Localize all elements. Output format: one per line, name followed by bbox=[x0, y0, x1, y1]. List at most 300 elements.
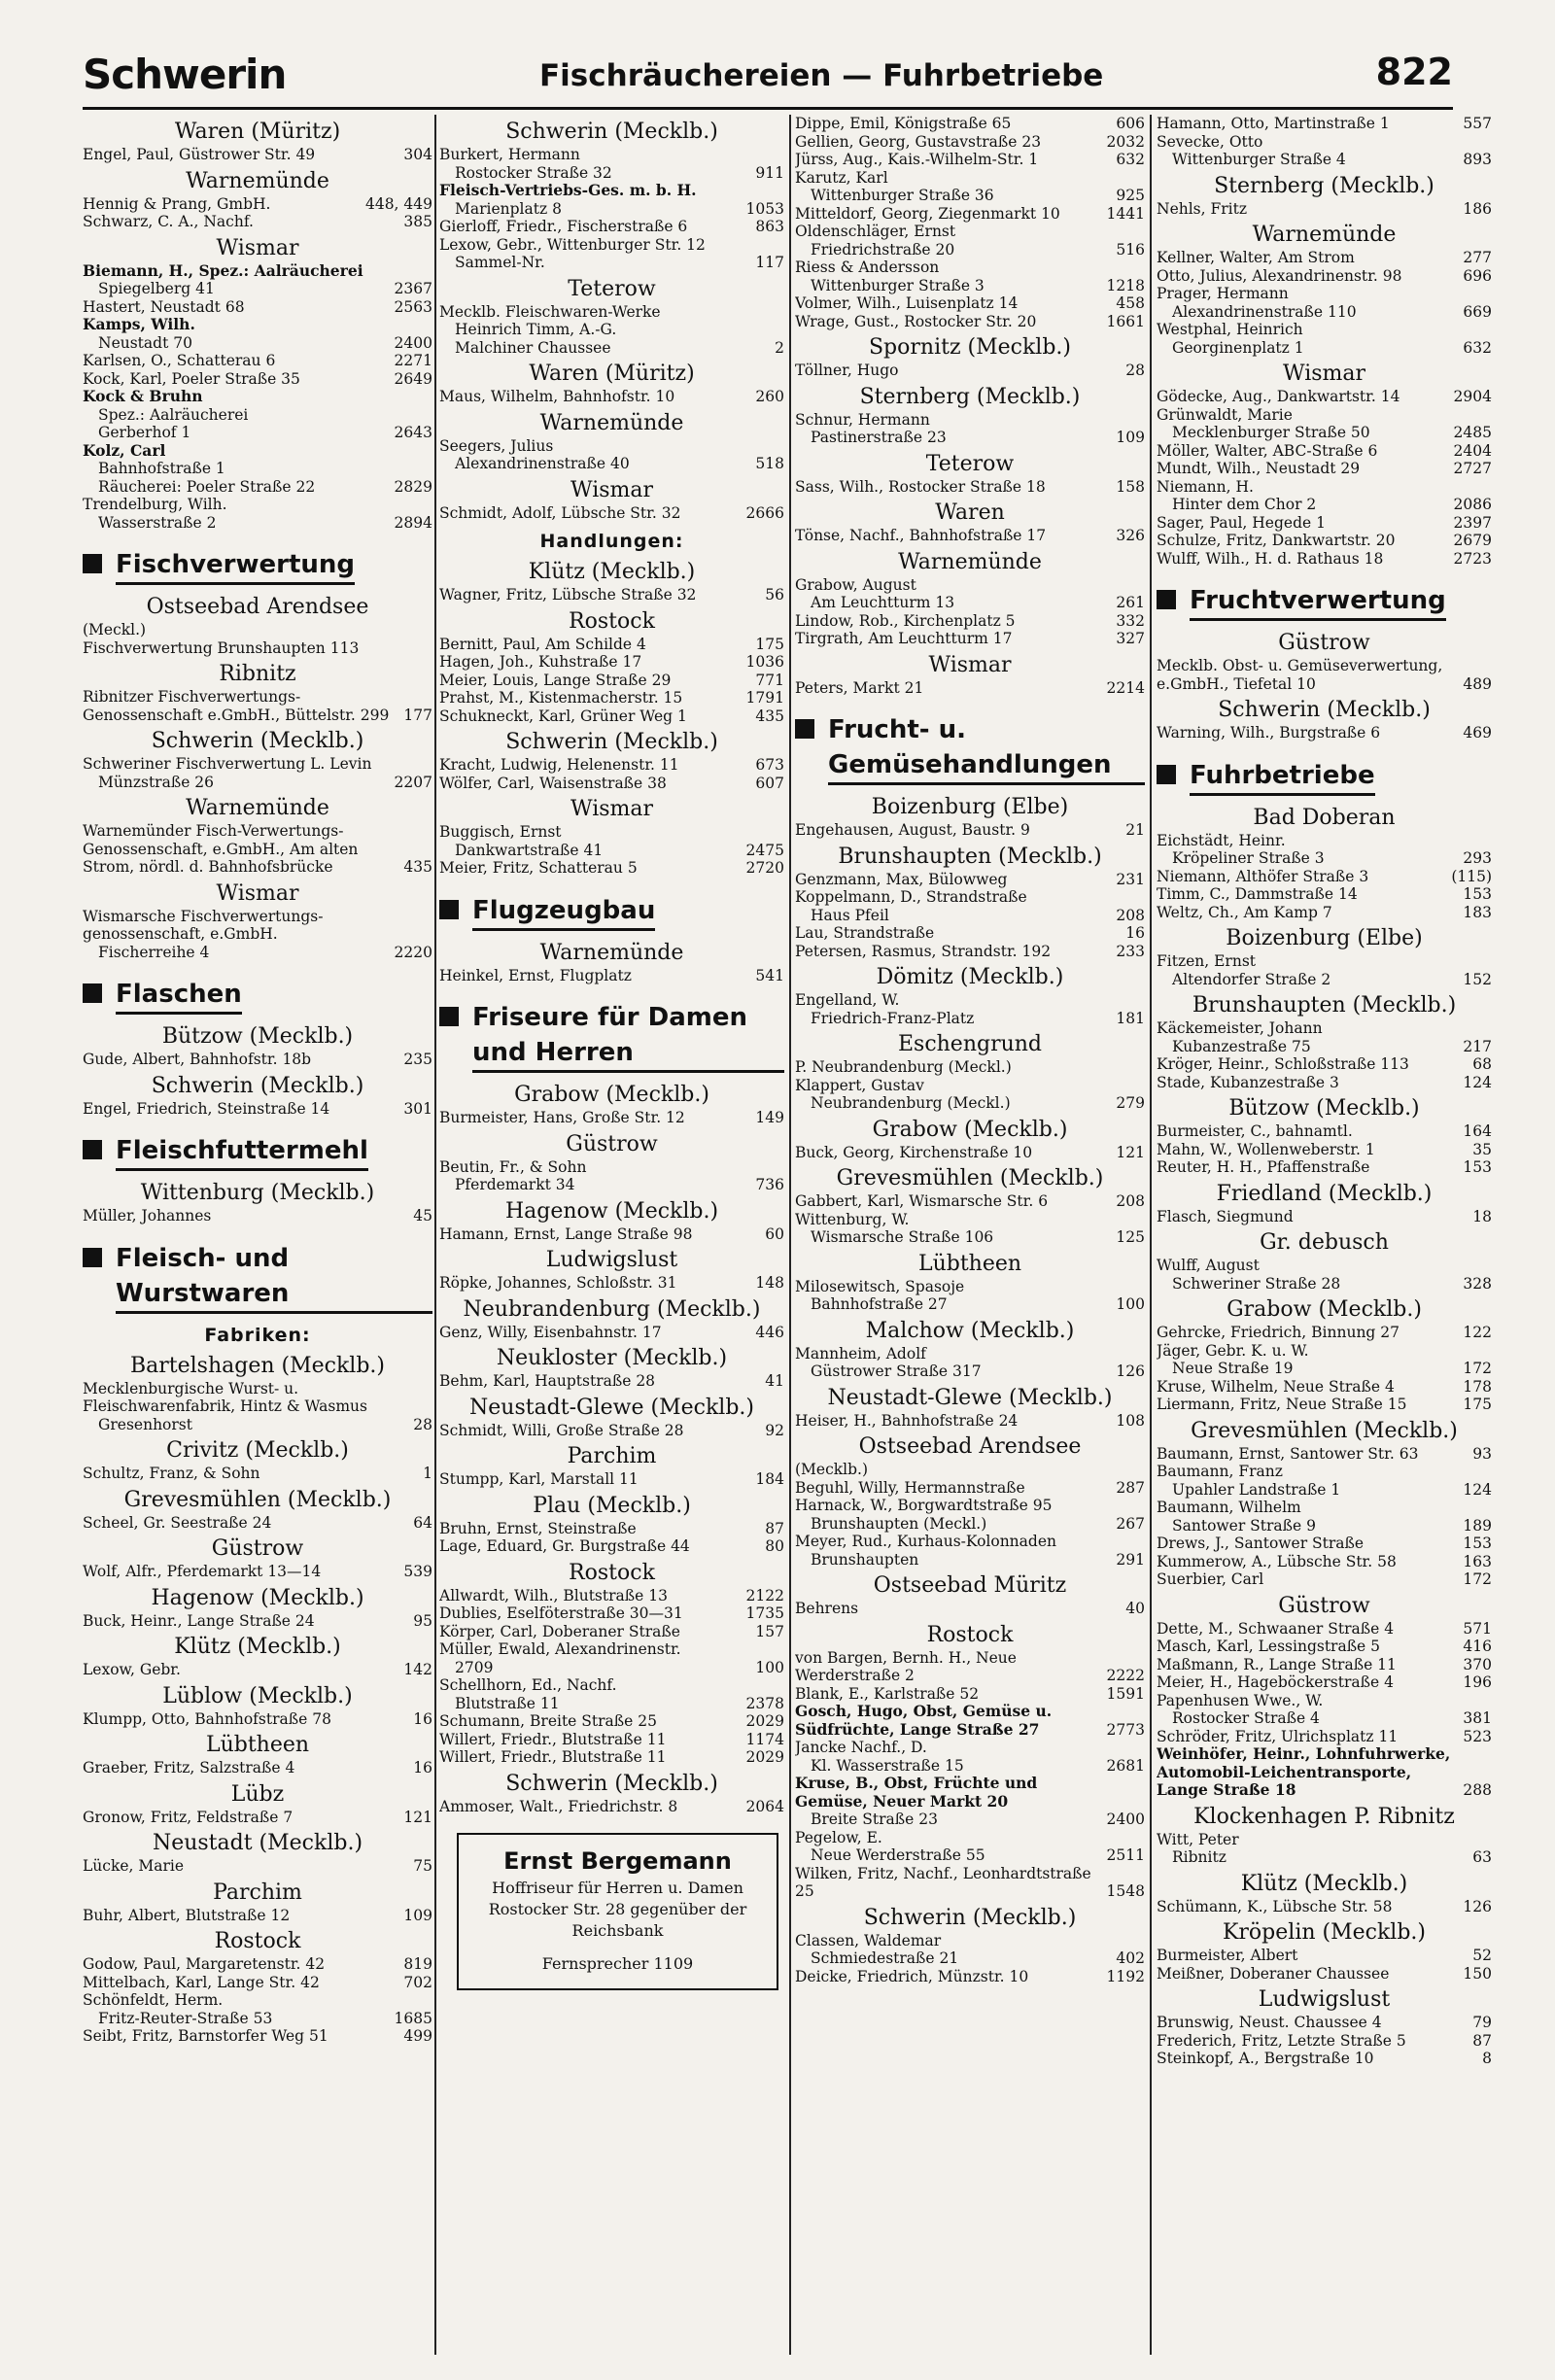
phone-number: 2271 bbox=[394, 352, 432, 369]
phone-number: 124 bbox=[1463, 1073, 1492, 1091]
entry-line: Fischverwertung Brunshaupten 113 bbox=[83, 638, 360, 657]
city-heading: Ludwigslust bbox=[545, 1248, 678, 1272]
category-marker-icon bbox=[795, 719, 814, 739]
directory-entry bbox=[439, 1748, 784, 1767]
entry-line: Kummerow, A., Lübsche Str. 58 bbox=[1157, 1552, 1397, 1570]
city-heading: Wismar bbox=[1282, 362, 1366, 386]
phone-number: 158 bbox=[1116, 477, 1145, 496]
entry-text bbox=[439, 1372, 759, 1391]
directory-entry bbox=[439, 1640, 784, 1676]
entry-text bbox=[1157, 1122, 1457, 1141]
city-heading: Malchow (Mecklb.) bbox=[865, 1318, 1075, 1343]
directory-entry bbox=[1157, 1158, 1492, 1177]
entry-text bbox=[439, 1470, 749, 1489]
entry-line: Buck, Heinr., Lange Straße 24 bbox=[83, 1611, 315, 1630]
column-4 bbox=[1157, 115, 1492, 2350]
entry-text bbox=[795, 1739, 1101, 1775]
directory-entry bbox=[83, 1563, 432, 1581]
entry-text bbox=[439, 1274, 749, 1293]
entry-line: Müller, Ewald, Alexandrinenstr. bbox=[439, 1640, 681, 1658]
entry-line: Warning, Wilh., Burgstraße 6 bbox=[1157, 724, 1381, 742]
phone-number: 2367 bbox=[394, 280, 432, 297]
city-heading: Teterow bbox=[568, 276, 656, 301]
entry-text bbox=[1157, 1463, 1457, 1499]
entry-text bbox=[83, 1955, 397, 1974]
header-section-title: Fischräuchereien — Fuhrbetriebe bbox=[539, 58, 1104, 93]
directory-entry bbox=[1157, 1499, 1492, 1535]
entry-line: Jürss, Aug., Kais.-Wilhelm-Str. 1 bbox=[795, 151, 1039, 168]
entry-line: Westphal, Heinrich bbox=[1157, 321, 1303, 338]
page-header bbox=[83, 51, 1453, 110]
entry-line: Georginenplatz 1 bbox=[1172, 338, 1304, 357]
entry-line: Wolf, Alfr., Pferdemarkt 13—14 bbox=[83, 1563, 322, 1580]
entry-line: Engel, Friedrich, Steinstraße 14 bbox=[83, 1099, 330, 1118]
phone-number: 2404 bbox=[1453, 441, 1492, 460]
entry-text bbox=[1157, 1965, 1457, 1983]
entry-line: Engel, Paul, Güstrower Str. 49 bbox=[83, 146, 316, 163]
category-heading bbox=[83, 1133, 432, 1171]
entry-line: Schulze, Fritz, Dankwartstr. 20 bbox=[1157, 532, 1396, 549]
phone-number: 326 bbox=[1116, 527, 1145, 544]
entry-text bbox=[439, 218, 749, 236]
phone-number: 163 bbox=[1463, 1552, 1492, 1570]
phone-number: 435 bbox=[403, 858, 432, 876]
entry-text bbox=[1157, 868, 1445, 886]
entry-line: Schümann, K., Lübsche Str. 58 bbox=[1157, 1897, 1393, 1915]
directory-entry bbox=[795, 1412, 1145, 1431]
phone-number: 45 bbox=[413, 1207, 432, 1224]
phone-number: 184 bbox=[755, 1470, 784, 1488]
phone-number: 235 bbox=[403, 1051, 432, 1068]
phone-number: 539 bbox=[403, 1563, 432, 1580]
entry-text bbox=[1157, 267, 1457, 286]
entry-line: Brunswig, Neust. Chaussee 4 bbox=[1157, 2014, 1382, 2031]
phone-number: 1661 bbox=[1106, 312, 1145, 330]
phone-number: 669 bbox=[1463, 302, 1492, 321]
entry-text bbox=[795, 943, 1110, 961]
directory-entry bbox=[83, 1661, 432, 1679]
phone-number: 80 bbox=[765, 1537, 784, 1555]
directory-entry bbox=[795, 888, 1145, 924]
phone-number: 328 bbox=[1463, 1274, 1492, 1293]
city-heading: Neustadt-Glewe (Mecklb.) bbox=[469, 1395, 754, 1420]
entry-line: Volmer, Wilh., Luisenplatz 14 bbox=[795, 294, 1019, 312]
directory-entry bbox=[83, 1514, 432, 1533]
entry-text bbox=[83, 1514, 407, 1533]
entry-line: Otto, Julius, Alexandrinenstr. 98 bbox=[1157, 266, 1402, 285]
phone-number: 261 bbox=[1116, 594, 1145, 611]
category-heading bbox=[1157, 583, 1492, 621]
entry-text bbox=[795, 871, 1110, 889]
entry-line: Kock, Karl, Poeler Straße 35 bbox=[83, 369, 300, 388]
city-heading: Klockenhagen P. Ribnitz bbox=[1193, 1804, 1455, 1829]
entry-line: Meier, Fritz, Schatterau 5 bbox=[439, 859, 638, 877]
entry-line: Dette, M., Schwaaner Straße 4 bbox=[1157, 1619, 1395, 1638]
entry-line: Heiser, H., Bahnhofstraße 24 bbox=[795, 1411, 1019, 1430]
entry-text bbox=[1157, 1055, 1467, 1074]
entry-line: Kruse, B., Obst, Früchte und Gemüse, Neuer Markt 20 bbox=[795, 1774, 1038, 1811]
city-heading: Wismar bbox=[216, 235, 299, 260]
phone-number: 2904 bbox=[1453, 388, 1492, 405]
phone-number: 153 bbox=[1463, 1535, 1492, 1552]
directory-entry bbox=[83, 1991, 432, 2027]
entry-text bbox=[439, 1798, 741, 1816]
city-heading: Schwerin (Mecklb.) bbox=[505, 1771, 718, 1796]
entry-line: Papenhusen Wwe., W. bbox=[1157, 1691, 1324, 1709]
entry-line: Grabow, August bbox=[795, 575, 916, 594]
category-title: Friseure für Damen und Herren bbox=[472, 1000, 784, 1073]
phone-number: 125 bbox=[1116, 1228, 1145, 1246]
directory-entry bbox=[83, 496, 432, 532]
category-marker-icon bbox=[83, 1248, 102, 1267]
entry-text bbox=[795, 223, 1110, 259]
entry-text bbox=[439, 1748, 741, 1767]
entry-line: Körper, Carl, Doberaner Straße bbox=[439, 1622, 680, 1640]
phone-number: 327 bbox=[1116, 630, 1145, 647]
entry-line: Willert, Friedr., Blutstraße 11 bbox=[439, 1748, 667, 1766]
entry-line: Lexow, Gebr. bbox=[83, 1661, 181, 1678]
entry-line: Graeber, Fritz, Salzstraße 4 bbox=[83, 1759, 295, 1776]
entry-line: Witt, Peter bbox=[1157, 1830, 1239, 1848]
directory-entry bbox=[795, 169, 1145, 205]
phone-number: 2400 bbox=[394, 333, 432, 352]
entry-text bbox=[1157, 200, 1457, 219]
directory-entry bbox=[83, 908, 432, 962]
entry-text bbox=[439, 1537, 759, 1556]
phone-number: 68 bbox=[1472, 1055, 1492, 1073]
entry-line: Räucherei: Poeler Straße 22 bbox=[98, 477, 316, 496]
entry-text bbox=[795, 294, 1110, 313]
entry-line: Eichstädt, Heinr. bbox=[1157, 831, 1286, 849]
phone-number: 632 bbox=[1116, 151, 1145, 168]
phone-number: 217 bbox=[1463, 1037, 1492, 1055]
phone-number: 16 bbox=[1125, 924, 1145, 942]
entry-line: Masch, Karl, Lessingstraße 5 bbox=[1157, 1638, 1381, 1655]
entry-line: Klappert, Gustav bbox=[795, 1076, 924, 1094]
city-heading: Boizenburg (Elbe) bbox=[1226, 926, 1423, 950]
city-heading: Rostock bbox=[569, 1560, 655, 1585]
entry-text bbox=[1157, 1445, 1467, 1464]
entry-line: Biemann, H., Spez.: Aalräucherei bbox=[83, 260, 363, 280]
entry-text bbox=[83, 352, 389, 370]
directory-entry bbox=[795, 1077, 1145, 1113]
entry-line: Tönse, Nachf., Bahnhofstraße 17 bbox=[795, 527, 1047, 544]
city-heading: Gr. debusch bbox=[1260, 1230, 1389, 1255]
entry-text bbox=[795, 888, 1110, 924]
entry-line: Dublies, Eselföterstraße 30—31 bbox=[439, 1604, 683, 1622]
directory-entry bbox=[1157, 1396, 1492, 1414]
directory-entry bbox=[83, 1380, 432, 1434]
entry-line: Wilken, Fritz, Nachf., Leonhardtstraße 25 bbox=[795, 1864, 1091, 1900]
phone-number: 2894 bbox=[394, 513, 432, 532]
city-heading: Lüblow (Mecklb.) bbox=[162, 1683, 353, 1708]
entry-line: Wagner, Fritz, Lübsche Straße 32 bbox=[439, 586, 697, 604]
directory-entry bbox=[795, 1144, 1145, 1162]
city-heading: Ostseebad Arendsee bbox=[146, 595, 369, 619]
phone-number: 175 bbox=[1463, 1396, 1492, 1413]
phone-number: 2207 bbox=[394, 773, 432, 791]
directory-entry bbox=[1157, 1535, 1492, 1553]
directory-entry bbox=[439, 653, 784, 672]
city-heading: Warnemünde bbox=[1252, 223, 1397, 247]
city-heading: Güstrow bbox=[211, 1536, 304, 1561]
directory-entry bbox=[795, 576, 1145, 612]
directory-entry bbox=[439, 1470, 784, 1489]
phone-number: 863 bbox=[755, 218, 784, 235]
entry-line: Mittelbach, Karl, Lange Str. 42 bbox=[83, 1973, 320, 1991]
phone-number: 2723 bbox=[1453, 549, 1492, 568]
phone-number: 196 bbox=[1463, 1673, 1492, 1691]
entry-line: Sevecke, Otto bbox=[1157, 132, 1263, 151]
phone-number: 56 bbox=[765, 586, 784, 604]
entry-line: Wittenburg, W. bbox=[795, 1210, 910, 1228]
directory-entry bbox=[439, 636, 784, 654]
entry-line: Möller, Walter, ABC-Straße 6 bbox=[1157, 441, 1378, 460]
entry-text bbox=[83, 688, 397, 724]
category-marker-icon bbox=[83, 983, 102, 1003]
entry-text bbox=[439, 586, 759, 604]
phone-number: 2643 bbox=[394, 424, 432, 441]
directory-entry bbox=[83, 2027, 432, 2046]
entry-line: Gosch, Hugo, Obst, Gemüse u. Südfrüchte, Lange Straße 27 bbox=[795, 1702, 1053, 1739]
directory-entry bbox=[1157, 532, 1492, 550]
phone-number: 771 bbox=[755, 671, 784, 689]
entry-line: Hinter dem Chor 2 bbox=[1172, 496, 1317, 513]
city-heading: Plau (Mecklb.) bbox=[533, 1493, 691, 1518]
entry-line: Kolz, Carl bbox=[83, 440, 166, 460]
entry-line: Mannheim, Adolf bbox=[795, 1344, 926, 1362]
entry-text bbox=[1157, 514, 1448, 533]
entry-line: Schmiedestraße 21 bbox=[811, 1949, 959, 1967]
category-title: Fischverwertung bbox=[116, 547, 355, 585]
phone-number: 541 bbox=[755, 966, 784, 984]
entry-line: Tirgrath, Am Leuchtturm 17 bbox=[795, 630, 1013, 647]
entry-line: Buck, Georg, Kirchenstraße 10 bbox=[795, 1143, 1033, 1161]
entry-text bbox=[1157, 1208, 1467, 1226]
directory-entry bbox=[1157, 406, 1492, 442]
entry-text bbox=[795, 259, 1101, 294]
category-heading bbox=[1157, 758, 1492, 796]
entry-line: Hamann, Ernst, Lange Straße 98 bbox=[439, 1224, 693, 1243]
entry-line: Beutin, Fr., & Sohn bbox=[439, 1157, 587, 1176]
entry-line: Hastert, Neustadt 68 bbox=[83, 297, 245, 316]
directory-entry bbox=[439, 1604, 784, 1623]
entry-text bbox=[1157, 1342, 1457, 1378]
phone-number: 277 bbox=[1463, 249, 1492, 266]
directory-entry bbox=[439, 146, 784, 182]
city-heading: Ostseebad Müritz bbox=[873, 1573, 1067, 1598]
category-title: Frucht- u. Gemüsehandlungen bbox=[828, 712, 1145, 785]
entry-line: Wulff, August bbox=[1157, 1257, 1260, 1274]
directory-entry bbox=[795, 1932, 1145, 1968]
directory-entry bbox=[795, 527, 1145, 545]
city-heading: Parchim bbox=[213, 1880, 302, 1905]
entry-text bbox=[439, 823, 741, 859]
directory-entry bbox=[439, 859, 784, 878]
entry-text bbox=[439, 707, 749, 726]
phone-number: 157 bbox=[755, 1622, 784, 1640]
subsection-heading: Fabriken: bbox=[204, 1324, 311, 1346]
entry-line: Altendorfer Straße 2 bbox=[1172, 970, 1331, 988]
entry-line: Mundt, Wilh., Neustadt 29 bbox=[1157, 460, 1361, 477]
city-heading: Warnemünde bbox=[539, 410, 684, 435]
city-heading: Bad Doberan bbox=[1253, 805, 1396, 830]
phone-number: 557 bbox=[1463, 115, 1492, 132]
city-heading: Warnemünde bbox=[186, 168, 329, 193]
directory-entry bbox=[795, 362, 1145, 380]
directory-entry bbox=[1157, 267, 1492, 286]
entry-line: Beguhl, Willy, Hermannstraße bbox=[795, 1478, 1025, 1497]
phone-number: 893 bbox=[1463, 151, 1492, 168]
directory-entry bbox=[83, 213, 432, 231]
phone-number: 702 bbox=[403, 1973, 432, 1991]
phone-number: 108 bbox=[1116, 1411, 1145, 1430]
entry-text bbox=[83, 1380, 407, 1434]
entry-text bbox=[1157, 1638, 1457, 1656]
entry-text bbox=[439, 1225, 759, 1244]
city-heading: Bützow (Mecklb.) bbox=[161, 1024, 354, 1049]
phone-number: 288 bbox=[1463, 1781, 1492, 1799]
phone-number: 100 bbox=[755, 1658, 784, 1676]
directory-entry bbox=[1157, 1656, 1492, 1674]
entry-text bbox=[1157, 657, 1457, 693]
entry-line: Niemann, H. bbox=[1157, 477, 1254, 496]
entry-text bbox=[795, 362, 1120, 380]
entry-text bbox=[795, 133, 1101, 152]
entry-line: Buggisch, Ernst bbox=[439, 823, 562, 841]
entry-line: Niemann, Althöfer Straße 3 bbox=[1157, 867, 1369, 885]
phone-number: 93 bbox=[1472, 1444, 1492, 1463]
entry-line: Wasserstraße 2 bbox=[98, 513, 217, 532]
phone-number: 109 bbox=[403, 1906, 432, 1924]
entry-line: Buhr, Albert, Blutstraße 12 bbox=[83, 1906, 291, 1924]
phone-number: 1192 bbox=[1106, 1967, 1145, 1985]
phone-number: 2400 bbox=[1106, 1811, 1145, 1828]
entry-text bbox=[795, 1412, 1110, 1431]
entry-text bbox=[795, 1703, 1101, 1739]
entry-text bbox=[1157, 2032, 1467, 2051]
entry-line: Burmeister, Hans, Große Str. 12 bbox=[439, 1109, 685, 1126]
directory-entry bbox=[439, 1520, 784, 1538]
entry-line: Kamps, Wilh. bbox=[83, 315, 195, 333]
phone-number: 60 bbox=[765, 1224, 784, 1243]
phone-number: 175 bbox=[755, 635, 784, 653]
phone-number: 571 bbox=[1463, 1619, 1492, 1638]
entry-line: Hennig & Prang, GmbH. bbox=[83, 194, 271, 213]
entry-text bbox=[795, 313, 1101, 331]
directory-entry bbox=[83, 1907, 432, 1925]
directory-entry bbox=[439, 1731, 784, 1749]
advert-line: Rostocker Str. 28 gegenüber der bbox=[488, 1900, 747, 1918]
column-2 bbox=[439, 115, 784, 2350]
entry-text bbox=[795, 1865, 1101, 1901]
entry-text bbox=[439, 1520, 759, 1538]
entry-text bbox=[439, 504, 741, 523]
directory-entry bbox=[795, 924, 1145, 943]
phone-number: 18 bbox=[1472, 1207, 1492, 1225]
phone-number: 149 bbox=[755, 1109, 784, 1126]
entry-text bbox=[439, 303, 769, 358]
entry-text bbox=[439, 146, 749, 182]
entry-line: 2709 bbox=[455, 1658, 494, 1676]
entry-line: Genzmann, Max, Bülowweg bbox=[795, 870, 1008, 888]
category-marker-icon bbox=[439, 900, 459, 919]
entry-line: Burmeister, C., bahnamtl. bbox=[1157, 1122, 1353, 1140]
phone-number: 126 bbox=[1116, 1362, 1145, 1380]
entry-line: Classen, Waldemar bbox=[795, 1931, 942, 1949]
entry-text bbox=[1157, 1673, 1457, 1692]
entry-text bbox=[795, 612, 1110, 631]
entry-text bbox=[1157, 1620, 1457, 1638]
entry-line: Käckemeister, Johann bbox=[1157, 1019, 1323, 1037]
entry-text bbox=[795, 1829, 1101, 1865]
directory-entry bbox=[795, 294, 1145, 313]
entry-text bbox=[439, 1731, 741, 1749]
entry-text bbox=[439, 1676, 741, 1712]
entry-line: Gresenhorst bbox=[98, 1415, 192, 1433]
entry-text bbox=[1157, 1535, 1457, 1553]
category-title: Flugzeugbau bbox=[472, 893, 655, 931]
directory-entry bbox=[1157, 249, 1492, 267]
entry-line: Maßmann, R., Lange Straße 11 bbox=[1157, 1655, 1397, 1673]
directory-entry bbox=[1157, 904, 1492, 922]
entry-line: Liermann, Fritz, Neue Straße 15 bbox=[1157, 1396, 1407, 1413]
phone-number: 152 bbox=[1463, 970, 1492, 988]
city-heading: Parchim bbox=[567, 1444, 657, 1468]
directory-entry bbox=[795, 1497, 1145, 1533]
entry-text bbox=[1157, 952, 1457, 988]
directory-entry bbox=[83, 822, 432, 877]
entry-line: Gehrcke, Friedrich, Binnung 27 bbox=[1157, 1324, 1400, 1341]
entry-line: Rostocker Straße 4 bbox=[1172, 1709, 1320, 1727]
phone-number: 606 bbox=[1116, 115, 1145, 132]
entry-text bbox=[83, 1857, 407, 1876]
entry-text bbox=[439, 1109, 749, 1127]
entry-line: Neustadt 70 bbox=[98, 333, 192, 352]
entry-text bbox=[795, 115, 1110, 133]
directory-entry bbox=[795, 1649, 1145, 1685]
city-heading: Güstrow bbox=[1278, 1593, 1370, 1618]
entry-line: Mitteldorf, Georg, Ziegenmarkt 10 bbox=[795, 204, 1060, 223]
directory-entry bbox=[795, 133, 1145, 152]
directory-entry bbox=[795, 679, 1145, 698]
city-heading: Warnemünde bbox=[898, 549, 1042, 574]
advertisement-box bbox=[457, 1833, 778, 1990]
directory-entry bbox=[1157, 1638, 1492, 1656]
directory-entry bbox=[83, 1857, 432, 1876]
phone-number: 172 bbox=[1463, 1570, 1492, 1588]
city-heading: Grabow (Mecklb.) bbox=[1227, 1297, 1422, 1322]
directory-entry bbox=[1157, 1831, 1492, 1867]
phone-number: 8 bbox=[1482, 2050, 1492, 2067]
phone-number: 516 bbox=[1116, 240, 1145, 259]
entry-line: Schröder, Fritz, Ulrichsplatz 11 bbox=[1157, 1727, 1399, 1745]
directory-entry bbox=[439, 1225, 784, 1244]
entry-line: Brunshaupten bbox=[811, 1550, 919, 1569]
city-heading: Spornitz (Mecklb.) bbox=[868, 335, 1072, 360]
entry-line: Kellner, Walter, Am Strom bbox=[1157, 249, 1355, 266]
entry-line: Flasch, Siegmund bbox=[1157, 1207, 1294, 1225]
entry-line: Stumpp, Karl, Marstall 11 bbox=[439, 1470, 639, 1488]
entry-line: Gödecke, Aug., Dankwartstr. 14 bbox=[1157, 388, 1400, 405]
page-number: 822 bbox=[1375, 51, 1453, 93]
phone-number: 181 bbox=[1116, 1009, 1145, 1027]
directory-entry bbox=[1157, 460, 1492, 478]
directory-entry bbox=[1157, 2050, 1492, 2068]
entry-line: Mecklenburgische Wurst- u. Fleischwarenfabrik, Hintz & Wasmus bbox=[83, 1379, 367, 1415]
phone-number: 1548 bbox=[1106, 1882, 1145, 1900]
entry-line: Meyer, Rud., Kurhaus-Kolonnaden bbox=[795, 1533, 1056, 1550]
